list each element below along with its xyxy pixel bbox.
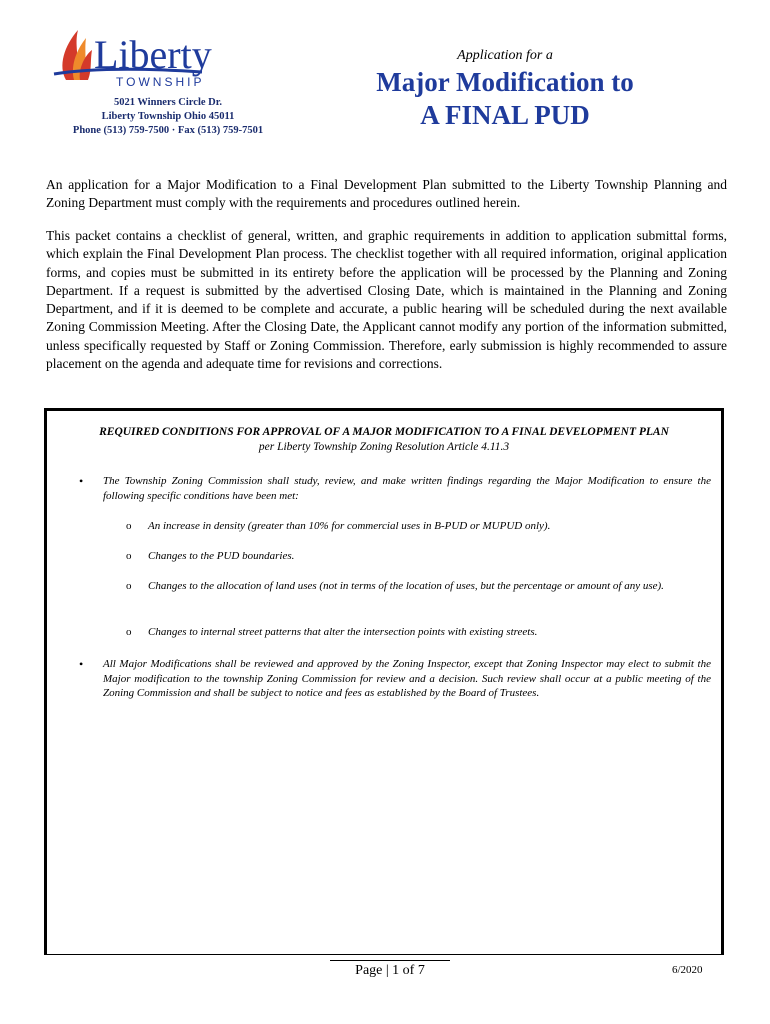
- title-line-1: Major Modification to: [376, 67, 634, 97]
- sub-bullet-text: An increase in density (greater than 10% for commercial uses in B-PUD or MUPUD only).: [148, 520, 551, 532]
- checklist-paragraph: This packet contains a checklist of general, written, and graphic requirements in addition to application submittal forms, which explain the Final Development Plan process. The checklist together with all required information, original application forms, and copies must be submitted in its entirety before the application will be processed by the Planning and Zoning Department. If a request is submitted by the advertised Closing Date, which is maintained in the Planning and Zoning Department, and if it is deemed to be complete and accurate, a public hearing will be scheduled during the next available Zoning Commission Meeting. After the Closing Date, the Applicant cannot modify any portion of the information submitted, unless specifically requested by Staff or Zoning Commission. Therefore, early submission is highly recommended to assure placement on the agenda and adequate time for revisions and corrections.: [46, 228, 727, 372]
- bullet-icon: •: [79, 474, 84, 488]
- conditions-subtitle: per Liberty Township Zoning Resolution Article 4.11.3: [258, 441, 510, 453]
- page-title: [340, 66, 670, 132]
- sub-bullet-text: Changes to the allocation of land uses (not in terms of the location of uses, but the percentage or amount of any use).: [148, 580, 664, 592]
- township-address: [50, 96, 286, 138]
- intro-paragraph: An application for a Major Modification to a Final Development Plan submitted to the Liberty Township Planning and Zoning Department must comply with the requirements and procedures outlined herein.: [46, 177, 727, 211]
- sub-bullet-text: Changes to internal street patterns that alter the intersection points with existing streets.: [148, 626, 538, 638]
- conditions-box: [44, 408, 724, 955]
- page-number: Page | 1 of 7: [330, 960, 450, 979]
- bullet-text: All Major Modifications shall be reviewed and approved by the Zoning Inspector, except that Zoning Inspector may elect to submit the Major modification to the township Zoning Commission for review and a decision. Such review shall occur at a public meeting of the Zoning Commission and shall be subject to notice and fees as established by the Board of Trustees.: [103, 658, 711, 699]
- address-phone-fax: Phone (513) 759-7500 · Fax (513) 759-7501: [72, 125, 264, 136]
- flame-logo-icon: [52, 24, 282, 96]
- liberty-township-logo: [52, 24, 282, 96]
- sub-bullet-text: Changes to the PUD boundaries.: [148, 550, 295, 562]
- title-line-2: A FINAL PUD: [420, 100, 590, 130]
- sub-bullet-icon: o: [126, 520, 132, 532]
- revision-date: 6/2020: [672, 964, 703, 976]
- logo-word: Liberty: [94, 32, 212, 77]
- sub-bullet-icon: o: [126, 580, 132, 592]
- conditions-title: REQUIRED CONDITIONS FOR APPROVAL OF A MAJOR MODIFICATION TO A FINAL DEVELOPMENT PLAN: [99, 426, 669, 438]
- sub-bullet-icon: o: [126, 626, 132, 638]
- application-for-label: Application for a: [457, 48, 553, 63]
- bullet-text: The Township Zoning Commission shall study, review, and make written findings regarding the Major Modification to ensure the following specific conditions have been met:: [103, 475, 711, 502]
- sub-bullet-icon: o: [126, 550, 132, 562]
- address-city: Liberty Township Ohio 45011: [101, 111, 235, 122]
- bullet-icon: •: [79, 657, 84, 671]
- logo-subword: TOWNSHIP: [116, 75, 205, 89]
- address-street: 5021 Winners Circle Dr.: [113, 97, 223, 108]
